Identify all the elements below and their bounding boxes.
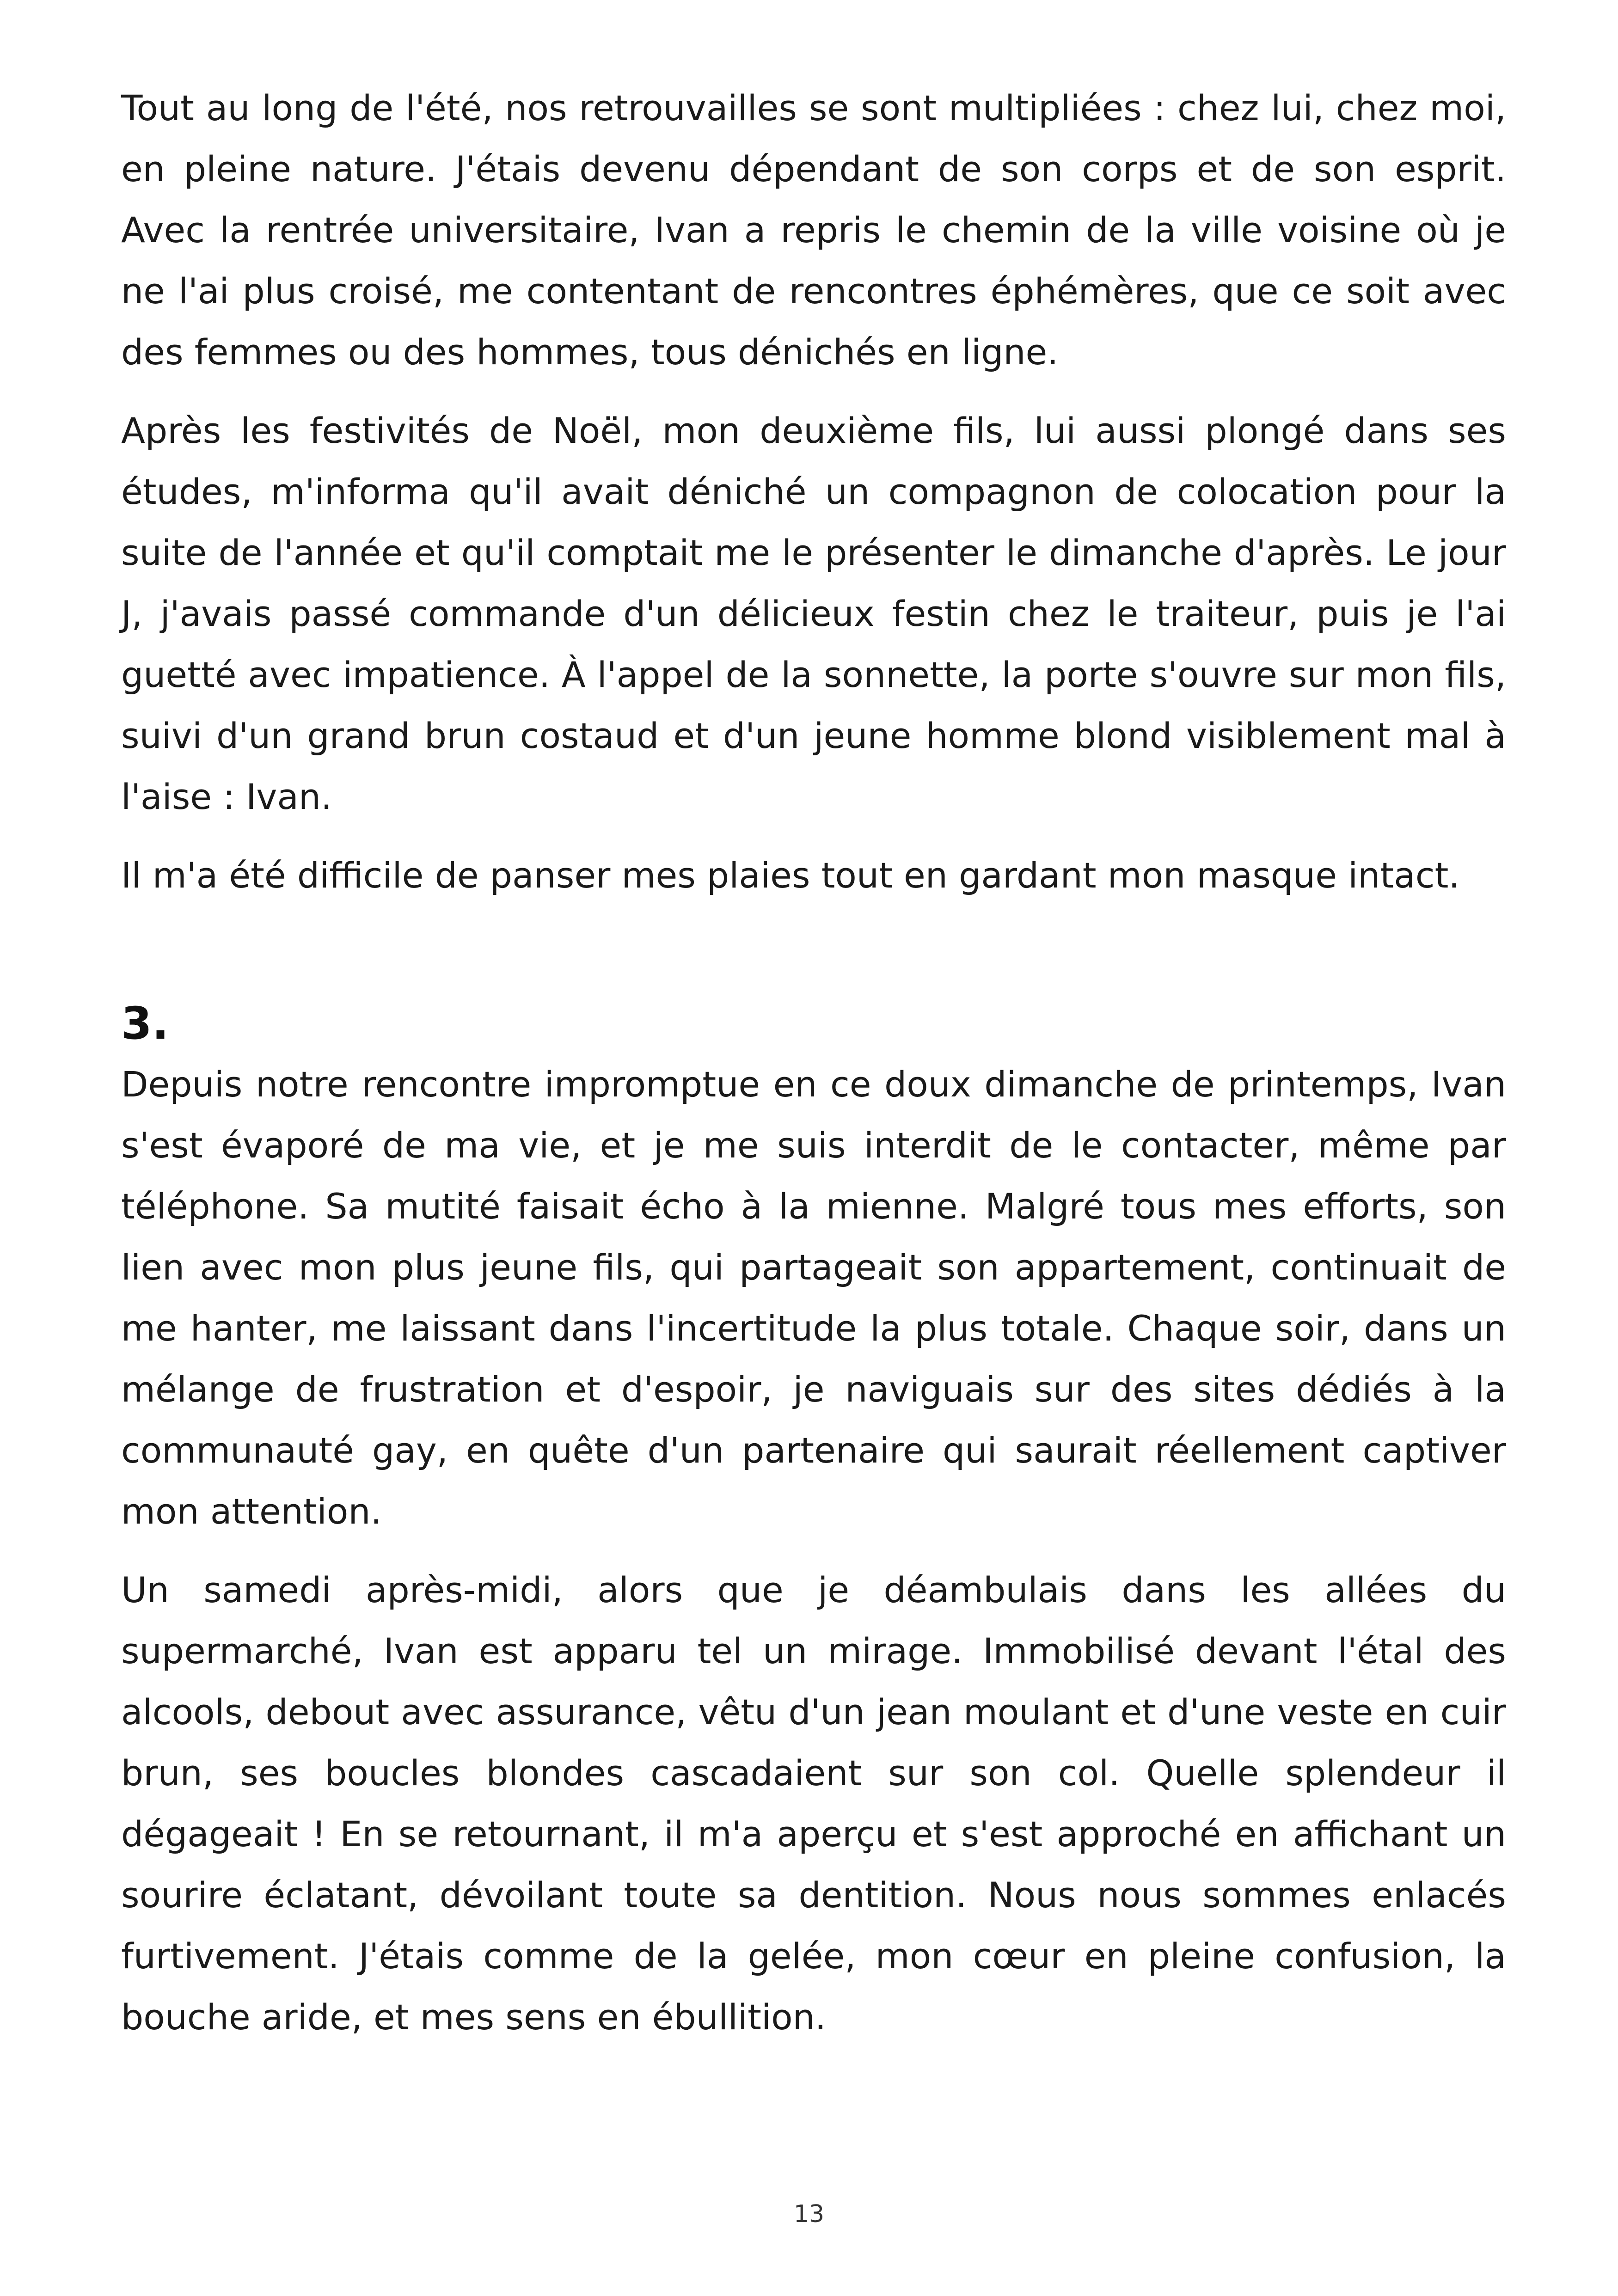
paragraph: Depuis notre rencontre impromptue en ce doux dimanche de printemps, Ivan s'est évaporé de ma vie, et je me suis interdit de le contacter, même par téléphone. Sa mutité faisait écho à la mienne. Malgré tous mes efforts, son lien avec mon plus jeune fils, qui partageait son appartement, continuait de me hanter, me laissant dans l'incertitude la plus totale. Chaque soir, dans un mélange de frustration et d'espoir, je naviguais sur des sites dédiés à la communauté gay, en quête d'un partenaire qui saurait réellement captiver mon attention. <box>121 1064 1506 1532</box>
paragraph: Tout au long de l'été, nos retrouvailles se sont multipliées : chez lui, chez moi, en pleine nature. J'étais devenu dépendant de son corps et de son esprit. Avec la rentrée universitaire, Ivan a repris le chemin de la ville voisine où je ne l'ai plus croisé, me contentant de rencontres éphémères, que ce soit avec des femmes ou des hommes, tous dénichés en ligne. <box>121 87 1506 373</box>
paragraph: Un samedi après-midi, alors que je déambulais dans les allées du supermarché, Ivan est apparu tel un mirage. Immobilisé devant l'étal des alcools, debout avec assurance, vêtu d'un jean moulant et d'une veste en cuir brun, ses boucles blondes cascadaient sur son col. Quelle splendeur il dégageait ! En se retournant, il m'a aperçu et s'est approché en affichant un sourire éclatant, dévoilant toute sa dentition. Nous nous sommes enlacés furtivement. J'étais comme de la gelée, mon cœur en pleine confusion, la bouche aride, et mes sens en ébullition. <box>121 1569 1506 2038</box>
paragraph: Il m'a été difficile de panser mes plaies tout en gardant mon masque intact. <box>121 855 1460 896</box>
chapter-heading: 3. <box>121 998 169 1049</box>
page-body <box>121 78 1506 2048</box>
page-number: 13 <box>793 2200 825 2228</box>
paragraph: Après les festivités de Noël, mon deuxième fils, lui aussi plongé dans ses études, m'informa qu'il avait déniché un compagnon de colocation pour la suite de l'année et qu'il comptait me le présenter le dimanche d'après. Le jour J, j'avais passé commande d'un délicieux festin chez le traiteur, puis je l'ai guetté avec impatience. À l'appel de la sonnette, la porte s'ouvre sur mon fils, suivi d'un grand brun costaud et d'un jeune homme blond visiblement mal à l'aise : Ivan. <box>121 410 1506 817</box>
